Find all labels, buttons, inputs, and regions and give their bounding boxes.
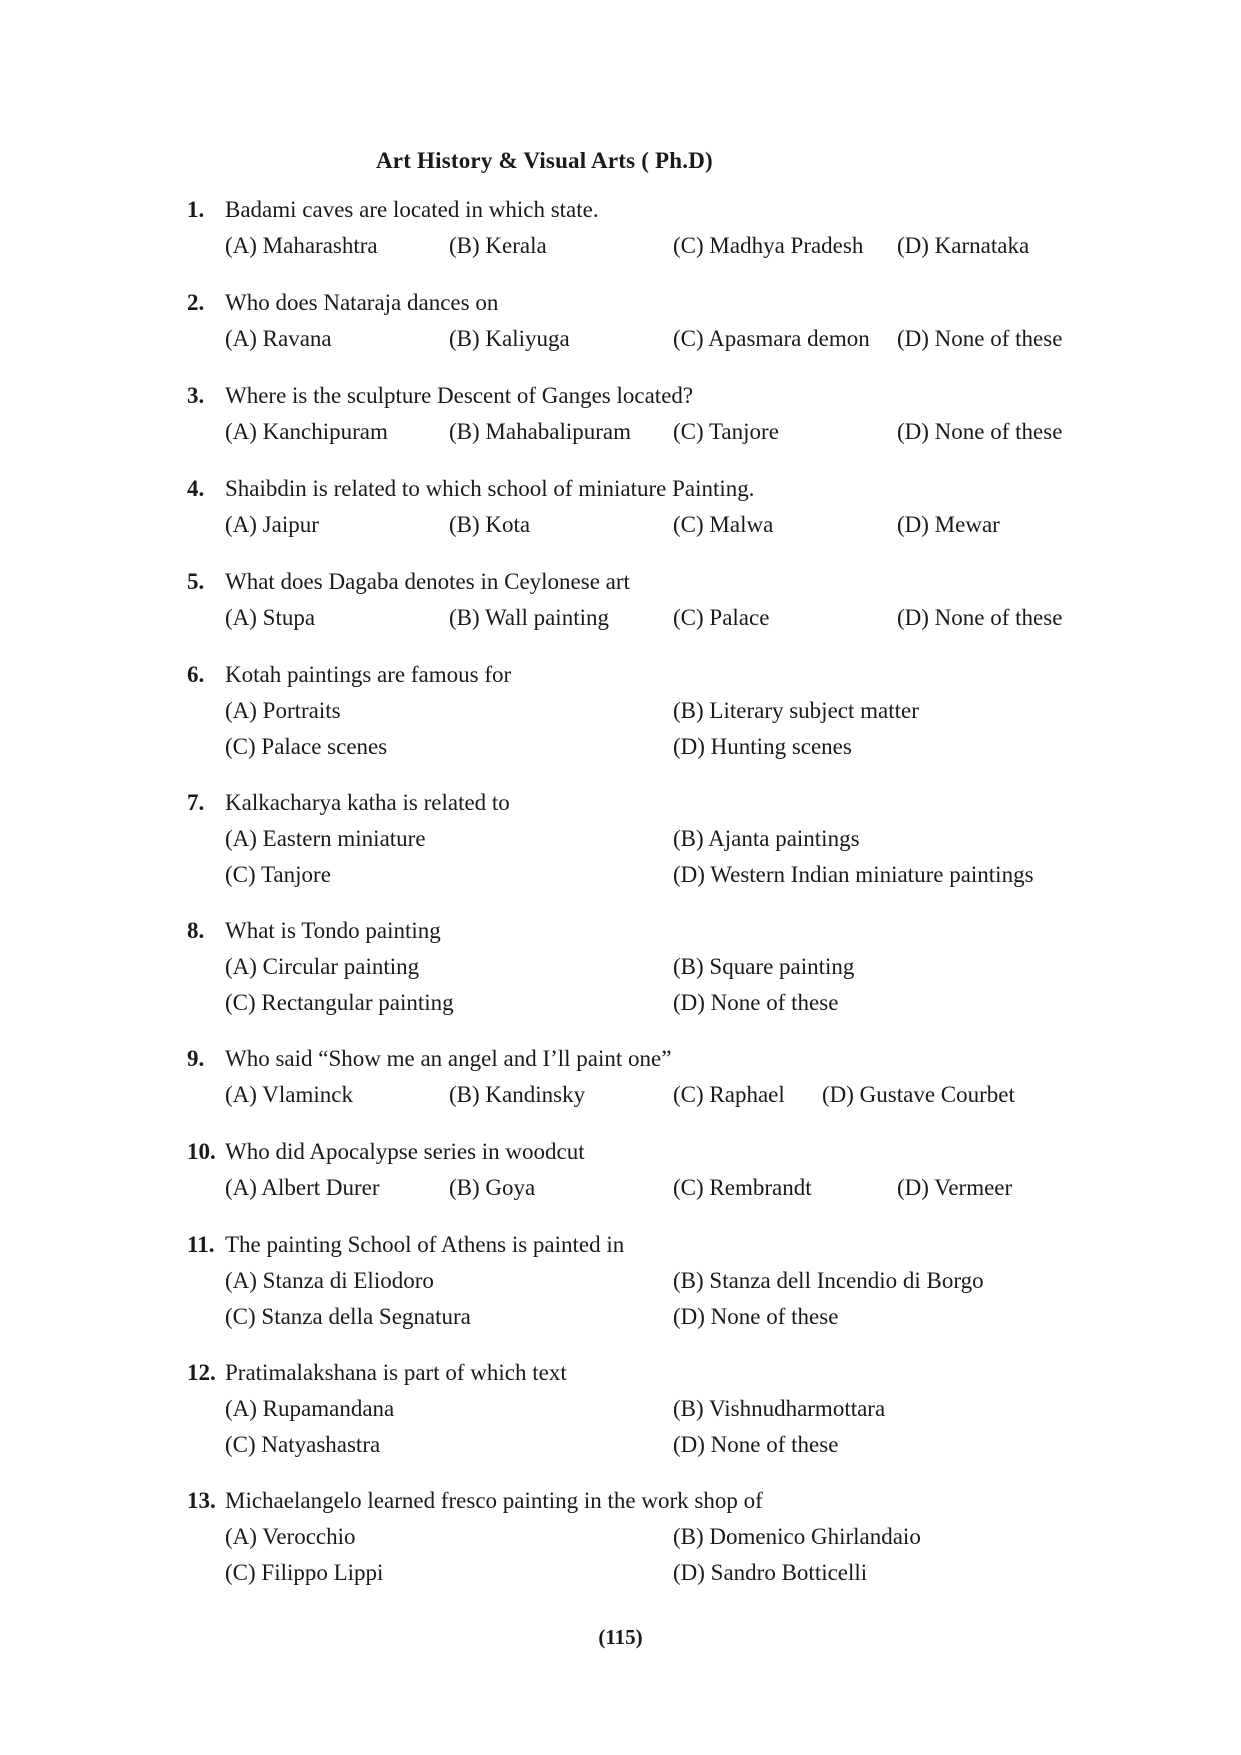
question-text: Michaelangelo learned fresco painting in the work shop of [225,1488,763,1513]
option-a: (A) Vlaminck [225,1082,353,1107]
question-text: What does Dagaba denotes in Ceylonese art [225,569,630,594]
question-number: 1. [187,197,205,222]
option-a: (A) Rupamandana [225,1396,395,1421]
question-11 [187,1227,1137,1335]
option-b: (B) Kota [449,512,531,537]
question-text: Who said “Show me an angel and I’ll paint one” [225,1046,672,1071]
question-7 [187,785,1137,893]
option-c: (C) Rectangular painting [225,990,454,1015]
option-d: (D) Karnataka [897,233,1030,258]
option-c: (C) Raphael [673,1082,785,1107]
question-number: 12. [187,1360,216,1385]
option-b: (B) Kaliyuga [449,326,570,351]
option-c: (C) Apasmara demon [673,326,870,351]
option-b: (B) Wall painting [449,605,609,630]
question-text: What is Tondo painting [225,918,441,943]
question-9 [187,1041,1137,1113]
question-number: 6. [187,662,205,687]
option-d: (D) None of these [897,326,1063,351]
question-text: Badami caves are located in which state. [225,197,599,222]
question-number: 3. [187,383,205,408]
option-a: (A) Circular painting [225,954,420,979]
question-number: 4. [187,476,205,501]
page-number: (115) [598,1625,643,1649]
option-a: (A) Verocchio [225,1524,356,1549]
option-b: (B) Ajanta paintings [673,826,860,851]
question-number: 2. [187,290,205,315]
question-1 [187,192,1137,264]
option-b: (B) Kerala [449,233,547,258]
option-c: (C) Tanjore [673,419,779,444]
option-c: (C) Rembrandt [673,1175,812,1200]
option-d: (D) None of these [673,990,839,1015]
question-number: 7. [187,790,205,815]
option-a: (A) Kanchipuram [225,419,388,444]
question-6 [187,657,1137,765]
question-text: Pratimalakshana is part of which text [225,1360,567,1385]
option-d: (D) Hunting scenes [673,734,852,759]
option-b: (B) Domenico Ghirlandaio [673,1524,921,1549]
option-c: (C) Madhya Pradesh [673,233,864,258]
question-number: 9. [187,1046,205,1071]
question-number: 8. [187,918,205,943]
question-4 [187,471,1137,543]
option-a: (A) Albert Durer [225,1175,380,1200]
question-text: Who does Nataraja dances on [225,290,499,315]
option-c: (C) Palace [673,605,770,630]
option-c: (C) Tanjore [225,862,331,887]
option-d: (D) Vermeer [897,1175,1013,1200]
page-title: Art History & Visual Arts ( Ph.D) [376,148,713,173]
question-13 [187,1483,1137,1591]
option-d: (D) Gustave Courbet [822,1082,1015,1107]
option-d: (D) None of these [673,1432,839,1457]
option-d: (D) None of these [897,605,1063,630]
option-b: (B) Goya [449,1175,536,1200]
question-5 [187,564,1137,636]
question-text: The painting School of Athens is painted in [225,1232,625,1257]
option-b: (B) Vishnudharmottara [673,1396,886,1421]
option-a: (A) Stupa [225,605,316,630]
option-b: (B) Kandinsky [449,1082,586,1107]
option-a: (A) Jaipur [225,512,319,537]
question-number: 5. [187,569,205,594]
option-b: (B) Stanza dell Incendio di Borgo [673,1268,984,1293]
option-d: (D) Western Indian miniature paintings [673,862,1034,887]
option-d: (D) None of these [897,419,1063,444]
question-number: 10. [187,1139,216,1164]
option-d: (D) Mewar [897,512,1000,537]
option-a: (A) Maharashtra [225,233,378,258]
question-10 [187,1134,1137,1206]
option-c: (C) Natyashastra [225,1432,381,1457]
question-text: Who did Apocalypse series in woodcut [225,1139,585,1164]
option-c: (C) Stanza della Segnatura [225,1304,471,1329]
option-c: (C) Palace scenes [225,734,388,759]
question-12 [187,1355,1137,1463]
option-b: (B) Square painting [673,954,855,979]
question-8 [187,913,1137,1021]
option-d: (D) None of these [673,1304,839,1329]
question-text: Shaibdin is related to which school of miniature Painting. [225,476,755,501]
question-text: Kotah paintings are famous for [225,662,512,687]
question-2 [187,285,1137,357]
question-text: Where is the sculpture Descent of Ganges located? [225,383,694,408]
question-3 [187,378,1137,450]
option-a: (A) Portraits [225,698,341,723]
option-c: (C) Malwa [673,512,774,537]
option-a: (A) Ravana [225,326,332,351]
option-a: (A) Stanza di Eliodoro [225,1268,434,1293]
question-number: 11. [187,1232,215,1257]
option-b: (B) Mahabalipuram [449,419,632,444]
question-text: Kalkacharya katha is related to [225,790,510,815]
option-b: (B) Literary subject matter [673,698,919,723]
option-c: (C) Filippo Lippi [225,1560,384,1585]
question-number: 13. [187,1488,216,1513]
option-d: (D) Sandro Botticelli [673,1560,868,1585]
option-a: (A) Eastern miniature [225,826,426,851]
